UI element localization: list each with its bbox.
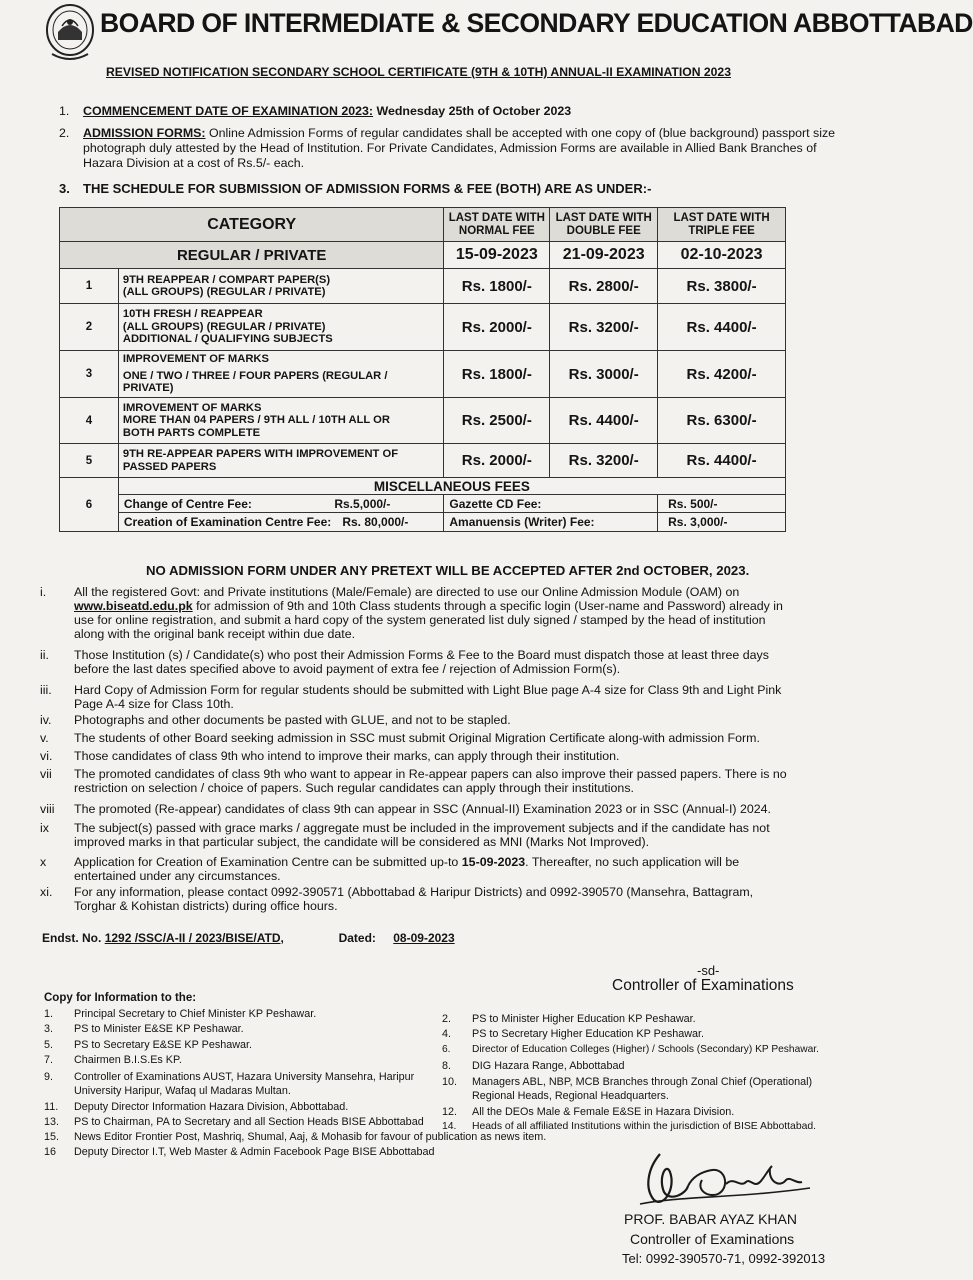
date-triple: 02-10-2023 [658, 242, 786, 269]
date-double: 21-09-2023 [550, 242, 658, 269]
instruction-number: viii [40, 802, 55, 816]
signatory-name: PROF. BABAR AYAZ KHAN [624, 1211, 797, 1227]
notification-page: BOARD OF INTERMEDIATE & SECONDARY EDUCATION ABBOTTABAD REVISED NOTIFICATION SECONDARY SCHOOL CERTIFICATE (9TH & 10TH) ANNUAL-II EXAMINATION 2023 1. COMMENCEMENT DATE OF EXAMINATION 2023: Wednesday 25th of October 2023 2. ADMISSION FORMS: Online Admission Forms of regular candidates shall be accepted with one copy of (blue background) passport size photograph duly attested by the Head of Institution. For Private Candidates, Admission Forms are available in Allied Bank Branches of Hazara Division at a cost of Rs.5/- each. 3. THE SCHEDULE FOR SUBMISSION OF ADMISSION FORMS & FEE (BOTH) ARE AS UNDER:- CATEGORY LAST DATE WITH NORMAL FEE LAST DATE WITH DOUBLE FEE LAST DATE WITH TRIPLE FEE REGULAR / PRIVATE 15-09-2023 21-09-2023 02-10-2023 1 9TH REAPPEAR / COMPART PAPER(S) (ALL GROUPS) (REGULAR / PRIVATE) Rs. 1800/- Rs. 2800/- Rs. 3800/- 2 10TH FRESH / REAPPEAR (ALL GROUPS) (REGULAR / PRIVATE) ADDITIONAL / QUALIFYING SUBJECTS Rs. 2000/- Rs. 3200/- Rs. 4400/- 3 IMPROVEMENT OF MARKS ONE / TWO / THREE / FOUR PAPERS (REGULAR / PRIVATE) Rs. 1800/- Rs. 3000/- Rs. 4200/- 4 IMROVEMENT OF MARKS MORE THAN 04 PAPERS / 9TH ALL / 10TH ALL OR BOTH PARTS COMPLETE Rs. 2500/- Rs. 4400/- Rs. 6300/- 5 9TH RE-APPEAR PAPERS WITH IMPROVEMENT OF PASSED PAPERS Rs. 2000/- Rs. 3200/- Rs. 4400/- 6 MISCELLANEOUS FEES Change of Centre Fee: Rs.5,000/- Gazette CD Fee: Rs. 500/- Creation of Examination Centre Fee: Rs. 80,000/- Amanuensis (Writer) Fee: Rs. 3,000/- NO ADMISSION FORM UNDER ANY PRETEXT WILL BE ACCEPTED AFTER 2nd OCTOBER, 2023. i. All the registered Govt: and Private institutions (Male/Female) are directed to use our Online Admission Module (OAM) on www.biseatd.edu.pk for admission of 9th and 10th Class students through a specific login (User-name and Password) already in use for online registration, and submit a hard copy of the system generated list duly signed / stamped by the head of institution along with the original bank receipt within due date. ii. Those Institution (s) / Candidate(s) who post their Admission Forms & Fee to the Board must dispatch those at least three days before the last dates specified above to avoid payment of extra fee / rejection of Admission Form(s). iii. Hard Copy of Admission Form for regular students should be submitted with Light Blue page A-4 size for Class 9th and Light Pink Page A-4 size for Class 10th. iv. Photographs and other documents be pasted with GLUE, and not to be stapled. v. The students of other Board seeking admission in SSC must submit Original Migration Certificate along-with admission Form. vi. Those candidates of class 9th who intend to improve their marks, can apply through their institution. vii The promoted candidates of class 9th who want to appear in Re-appear papers can also improve their passed papers. There is no restriction on selection / choice of papers. Such regular candidates can apply through their institutions. viii The promoted (Re-appear) candidates of class 9th can appear in SSC (Annual-II) Examination 2023 or in SSC (Annual-I) 2024. ix The subject(s) passed with grace marks / aggregate must be included in the improvement subjects and if the candidate has not improved marks in that particular subject, the candidate will be considered as MNI (Marks Not Improved). x Application for Creation of Examination Centre can be submitted up-to 15-09-2023. Thereafter, no such application will be entertained under any circumstances. xi. For any information, please contact 0992-390571 (Abbottabad & Haripur Districts) and 0992-390570 (Mansehra, Battagram, Torghar & Kohistan districts) during office hours. Endst. No. 1292 /SSC/A-II / 2023/BISE/ATD, Dated: 08-09-2023 -sd- Controller of Examinations Copy for Information to the: 1. Principal Secretary to Chief Minister KP Peshawar. 3. PS to Minister E&SE KP Peshawar. 5. PS to Secretary E&SE KP Peshawar. 7. Chairmen B.I.S.Es KP. 9. Controller of Examinations AUST, Hazara University Mansehra, Haripur University Haripur, Wafaq ul Madaras Multan. 11. Deputy Director Information Hazara Division, Abbottabad. 13. PS to Chairman, PA to Secretary and all Section Heads BISE Abbottabad 15. News Editor Frontier Post, Mashriq, Shumal, Aaj, & Mohasib for favour of publication as news item. 16 Deputy Director I.T, Web Master & Admin Facebook Page BISE Abbottabad 2. PS to Minister Higher Education KP Peshawar. 4. PS to Secretary Higher Education KP Peshawar. 6. Director of Education Colleges (Higher) / Schools (Secondary) KP Peshawar. 8. DIG Hazara Range, Abbottabad 10. Managers ABL, NBP, MCB Branches through Zonal Chief (Operational) Regional Heads, Regional Headquarters. 12. All the DEOs Male & Female E&SE in Hazara Division. 14. Heads of all affiliated Institutions within the jurisdiction of BISE Abbottabad. PROF. BABAR AYAZ KHAN Controller of Examinations Tel: 0992-390570-71, 0992-392013 [0, 0, 860, 1280]
amanuensis-fee-value: Rs. 3,000/- [658, 513, 786, 532]
table-row [60, 351, 786, 398]
signatory-telephone: Tel: 0992-390570-71, 0992-392013 [622, 1251, 826, 1266]
fee-double: Rs. 3000/- [550, 351, 658, 398]
copy-title: Copy for Information to the: [44, 992, 197, 1004]
point-text: Wednesday 25th of October 2023 [373, 104, 572, 118]
creation-deadline: 15-09-2023 [461, 855, 526, 869]
website-link[interactable]: www.biseatd.edu.pk [74, 599, 193, 613]
row-number: 1 [60, 269, 119, 304]
fee-triple: Rs. 4400/- [658, 304, 786, 351]
category-header: CATEGORY [60, 208, 444, 242]
row-category: IMROVEMENT OF MARKS MORE THAN 04 PAPERS / 9TH ALL / 10TH ALL OR BOTH PARTS COMPLETE [118, 398, 444, 444]
instruction-number: v. [40, 731, 49, 745]
fee-double: Rs. 3200/- [550, 304, 658, 351]
point-number: 1. [59, 104, 70, 118]
notification-title: REVISED NOTIFICATION SECONDARY SCHOOL CERTIFICATE (9TH & 10TH) ANNUAL-II EXAMINATION 2023 [106, 65, 731, 79]
creation-centre-fee: Creation of Examination Centre Fee: Rs. 80,000/- [118, 513, 444, 532]
signatory-designation: Controller of Examinations [630, 1231, 795, 1247]
instruction-number: vii [40, 767, 52, 781]
row-number: 6 [60, 478, 119, 532]
fee-normal: Rs. 2000/- [444, 304, 550, 351]
instruction-number: iii. [40, 683, 52, 697]
point-text-line: Online Admission Forms of regular candidates shall be accepted with one copy of (blue background) passport size [205, 126, 836, 140]
fee-triple: Rs. 3800/- [658, 269, 786, 304]
no-admission-notice: NO ADMISSION FORM UNDER ANY PRETEXT WILL BE ACCEPTED AFTER 2nd OCTOBER, 2023. [146, 563, 750, 578]
gazette-cd-fee-value: Rs. 500/- [658, 495, 786, 513]
fee-normal: Rs. 2000/- [444, 444, 550, 478]
fee-triple: Rs. 6300/- [658, 398, 786, 444]
handwritten-signature [630, 1148, 830, 1214]
point-label: COMMENCEMENT DATE OF EXAMINATION 2023: [83, 104, 374, 118]
fee-triple: Rs. 4400/- [658, 444, 786, 478]
schedule-table [59, 207, 786, 532]
fee-normal: Rs. 1800/- [444, 351, 550, 398]
fee-double: Rs. 3200/- [550, 444, 658, 478]
row-category: 9TH RE-APPEAR PAPERS WITH IMPROVEMENT OF PASSED PAPERS [118, 444, 444, 478]
point-text: THE SCHEDULE FOR SUBMISSION OF ADMISSION FORMS & FEE (BOTH) ARE AS UNDER:- [83, 181, 652, 196]
centre-change-fee: Change of Centre Fee: Rs.5,000/- [118, 495, 444, 513]
row-category: 9TH REAPPEAR / COMPART PAPER(S) (ALL GROUPS) (REGULAR / PRIVATE) [118, 269, 444, 304]
instruction-number: ii. [40, 648, 49, 662]
row-category: IMPROVEMENT OF MARKS ONE / TWO / THREE / FOUR PAPERS (REGULAR / PRIVATE) [118, 351, 444, 398]
point-label: ADMISSION FORMS: [83, 126, 206, 140]
instruction-number: x [40, 855, 47, 869]
point-number: 3. [59, 181, 70, 196]
point-text-line: photograph duly attested by the Head of Institution. For Private Candidates, Admission Forms are available in Allied Bank Branches of [83, 141, 817, 155]
fee-double: Rs. 4400/- [550, 398, 658, 444]
point-text-line: Hazara Division at a cost of Rs.5/- each. [83, 156, 305, 170]
fee-triple: Rs. 4200/- [658, 351, 786, 398]
date-normal: 15-09-2023 [444, 242, 550, 269]
regular-private-label: REGULAR / PRIVATE [60, 242, 444, 269]
dates-row [60, 242, 786, 269]
col-header-normal: LAST DATE WITH NORMAL FEE [444, 208, 550, 242]
instruction-number: ix [40, 821, 49, 835]
row-number: 2 [60, 304, 119, 351]
fee-double: Rs. 2800/- [550, 269, 658, 304]
gazette-cd-fee-label: Gazette CD Fee: [444, 495, 658, 513]
misc-row [60, 513, 786, 532]
amanuensis-fee-label: Amanuensis (Writer) Fee: [444, 513, 658, 532]
point-number: 2. [59, 126, 70, 140]
table-row [60, 444, 786, 478]
row-number: 4 [60, 398, 119, 444]
signed-mark: -sd- [697, 963, 720, 978]
instruction-number: iv. [40, 713, 52, 727]
instruction-number: i. [40, 585, 47, 599]
misc-row [60, 495, 786, 513]
col-header-double: LAST DATE WITH DOUBLE FEE [550, 208, 658, 242]
controller-title: Controller of Examinations [612, 977, 794, 994]
table-header-row [60, 208, 786, 242]
misc-header-row [60, 478, 786, 495]
board-title: BOARD OF INTERMEDIATE & SECONDARY EDUCATION ABBOTTABAD [100, 8, 973, 38]
table-row [60, 304, 786, 351]
table-row [60, 269, 786, 304]
table-row [60, 398, 786, 444]
endorsement-number: 1292 /SSC/A-II / 2023/BISE/ATD, [104, 931, 284, 945]
misc-fees-header: MISCELLANEOUS FEES [118, 478, 785, 495]
board-logo [44, 2, 96, 64]
instruction-number: xi. [40, 885, 53, 899]
row-number: 5 [60, 444, 119, 478]
endorsement-date: 08-09-2023 [393, 931, 455, 945]
fee-normal: Rs. 2500/- [444, 398, 550, 444]
row-number: 3 [60, 351, 119, 398]
instruction-number: vi. [40, 749, 53, 763]
row-category: 10TH FRESH / REAPPEAR (ALL GROUPS) (REGULAR / PRIVATE) ADDITIONAL / QUALIFYING SUBJECTS [118, 304, 444, 351]
fee-normal: Rs. 1800/- [444, 269, 550, 304]
endorsement-line: Endst. No. 1292 /SSC/A-II / 2023/BISE/ATD, Dated: 08-09-2023 [42, 931, 455, 945]
col-header-triple: LAST DATE WITH TRIPLE FEE [658, 208, 786, 242]
